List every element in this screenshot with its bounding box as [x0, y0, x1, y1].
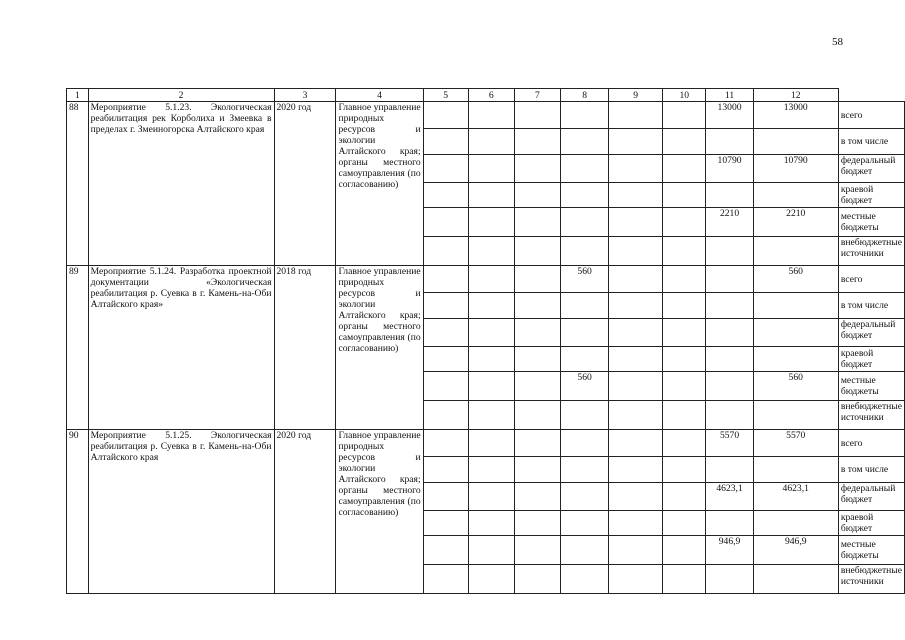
- value-cell: [514, 266, 560, 293]
- header-cell: 8: [560, 89, 608, 102]
- value-cell: [468, 483, 514, 511]
- value-cell: [663, 266, 706, 293]
- value-cell: [514, 401, 560, 430]
- table-row: [67, 102, 905, 129]
- value-cell: [753, 401, 838, 430]
- header-cell: 2: [88, 89, 274, 102]
- value-cell: [609, 129, 663, 155]
- funding-source: всего: [838, 266, 904, 293]
- value-cell: [468, 372, 514, 401]
- value-cell: [423, 208, 468, 237]
- value-cell: [663, 536, 706, 565]
- value-cell: [663, 237, 706, 266]
- value-cell: 560: [753, 372, 838, 401]
- header-cell: 10: [663, 89, 706, 102]
- value-cell: [514, 183, 560, 208]
- header-cell: 7: [514, 89, 560, 102]
- table-row: [67, 266, 905, 293]
- value-cell: [609, 430, 663, 457]
- value-cell: [423, 293, 468, 319]
- value-cell: [663, 183, 706, 208]
- value-cell: [468, 319, 514, 347]
- value-cell: [423, 430, 468, 457]
- header-cell: 1: [67, 89, 89, 102]
- value-cell: [753, 457, 838, 483]
- value-cell: [609, 102, 663, 129]
- value-cell: [468, 129, 514, 155]
- value-cell: [663, 483, 706, 511]
- value-cell: [560, 319, 608, 347]
- value-cell: [753, 183, 838, 208]
- value-cell: [514, 372, 560, 401]
- value-cell: [514, 102, 560, 129]
- funding-source: внебюджетные источники: [838, 565, 904, 594]
- value-cell: 13000: [753, 102, 838, 129]
- value-cell: [560, 347, 608, 372]
- value-cell: [609, 372, 663, 401]
- value-cell: [468, 511, 514, 536]
- responsible-org: Главное управление природных ресурсов и экологии Алтайского края; органы местного самоуправления (по согласованию): [336, 266, 423, 430]
- responsible-org: Главное управление природных ресурсов и экологии Алтайского края; органы местного самоуправления (по согласованию): [336, 102, 423, 266]
- value-cell: [663, 347, 706, 372]
- value-cell: [514, 293, 560, 319]
- value-cell: [663, 208, 706, 237]
- value-cell: [468, 266, 514, 293]
- row-number: 88: [67, 102, 89, 266]
- value-cell: 5570: [753, 430, 838, 457]
- value-cell: [560, 536, 608, 565]
- value-cell: [753, 347, 838, 372]
- value-cell: 946,9: [753, 536, 838, 565]
- value-cell: 2210: [753, 208, 838, 237]
- funding-source: краевой бюджет: [838, 183, 904, 208]
- value-cell: [609, 155, 663, 183]
- funding-source: в том числе: [838, 129, 904, 155]
- value-cell: [468, 208, 514, 237]
- value-cell: [663, 319, 706, 347]
- header-cell: 3: [274, 89, 336, 102]
- value-cell: [663, 102, 706, 129]
- value-cell: [514, 457, 560, 483]
- value-cell: [423, 401, 468, 430]
- value-cell: 560: [560, 266, 608, 293]
- activity-year: 2020 год: [274, 102, 336, 266]
- value-cell: [706, 293, 753, 319]
- value-cell: [423, 457, 468, 483]
- value-cell: [663, 430, 706, 457]
- funding-source: краевой бюджет: [838, 347, 904, 372]
- value-cell: [423, 319, 468, 347]
- value-cell: [560, 457, 608, 483]
- value-cell: 10790: [753, 155, 838, 183]
- value-cell: [468, 155, 514, 183]
- value-cell: [423, 565, 468, 594]
- header-cell: 11: [706, 89, 753, 102]
- value-cell: [706, 565, 753, 594]
- value-cell: [423, 536, 468, 565]
- value-cell: [514, 347, 560, 372]
- funding-source: федеральный бюджет: [838, 155, 904, 183]
- value-cell: [468, 293, 514, 319]
- value-cell: [560, 511, 608, 536]
- value-cell: [663, 372, 706, 401]
- value-cell: [560, 430, 608, 457]
- value-cell: 4623,1: [706, 483, 753, 511]
- value-cell: [560, 293, 608, 319]
- value-cell: 2210: [706, 208, 753, 237]
- table-header-row: [67, 89, 905, 102]
- value-cell: [560, 237, 608, 266]
- value-cell: [468, 430, 514, 457]
- value-cell: [560, 565, 608, 594]
- value-cell: [468, 102, 514, 129]
- value-cell: [706, 347, 753, 372]
- value-cell: [663, 293, 706, 319]
- value-cell: [663, 155, 706, 183]
- value-cell: 4623,1: [753, 483, 838, 511]
- value-cell: [706, 266, 753, 293]
- value-cell: [663, 565, 706, 594]
- header-cell: 12: [753, 89, 838, 102]
- row-number: 90: [67, 430, 89, 594]
- activity-year: 2018 год: [274, 266, 336, 430]
- value-cell: [753, 511, 838, 536]
- funding-source: в том числе: [838, 293, 904, 319]
- value-cell: [423, 155, 468, 183]
- value-cell: [609, 266, 663, 293]
- funding-source: всего: [838, 102, 904, 129]
- value-cell: [514, 129, 560, 155]
- header-cell: 5: [423, 89, 468, 102]
- value-cell: [468, 347, 514, 372]
- value-cell: [514, 319, 560, 347]
- value-cell: 5570: [706, 430, 753, 457]
- budget-table: [66, 88, 905, 594]
- value-cell: [423, 102, 468, 129]
- value-cell: [423, 483, 468, 511]
- value-cell: [609, 401, 663, 430]
- page-number: 58: [832, 36, 843, 48]
- value-cell: [609, 511, 663, 536]
- value-cell: [706, 457, 753, 483]
- value-cell: [753, 319, 838, 347]
- header-cell: 9: [609, 89, 663, 102]
- value-cell: [609, 208, 663, 237]
- value-cell: [706, 183, 753, 208]
- value-cell: 560: [753, 266, 838, 293]
- table-row: [67, 430, 905, 457]
- funding-source: всего: [838, 430, 904, 457]
- value-cell: [423, 372, 468, 401]
- activity-year: 2020 год: [274, 430, 336, 594]
- value-cell: [609, 483, 663, 511]
- value-cell: [423, 237, 468, 266]
- value-cell: [423, 347, 468, 372]
- value-cell: [609, 565, 663, 594]
- activity-name: Мероприятие 5.1.25. Экологическая реабилитация р. Суевка в г. Камень-на-Оби Алтайского края: [88, 430, 274, 594]
- funding-source: в том числе: [838, 457, 904, 483]
- value-cell: [514, 511, 560, 536]
- value-cell: [423, 511, 468, 536]
- value-cell: [560, 155, 608, 183]
- funding-source: внебюджетные источники: [838, 237, 904, 266]
- value-cell: [706, 237, 753, 266]
- value-cell: [514, 536, 560, 565]
- value-cell: [514, 483, 560, 511]
- value-cell: [560, 129, 608, 155]
- activity-name: Мероприятие 5.1.24. Разработка проектной документации «Экологическая реабилитация р. Суевка в г. Камень-на-Оби Алтайского края»: [88, 266, 274, 430]
- value-cell: [706, 129, 753, 155]
- value-cell: [609, 347, 663, 372]
- funding-source: федеральный бюджет: [838, 483, 904, 511]
- funding-source: внебюджетные источники: [838, 401, 904, 430]
- value-cell: [706, 401, 753, 430]
- funding-source: местные бюджеты: [838, 208, 904, 237]
- value-cell: [609, 293, 663, 319]
- value-cell: 946,9: [706, 536, 753, 565]
- funding-source: местные бюджеты: [838, 372, 904, 401]
- funding-source: краевой бюджет: [838, 511, 904, 536]
- value-cell: [663, 401, 706, 430]
- value-cell: [753, 237, 838, 266]
- value-cell: 13000: [706, 102, 753, 129]
- row-number: 89: [67, 266, 89, 430]
- funding-source: федеральный бюджет: [838, 319, 904, 347]
- value-cell: [753, 129, 838, 155]
- value-cell: [706, 319, 753, 347]
- value-cell: [514, 565, 560, 594]
- value-cell: 560: [560, 372, 608, 401]
- value-cell: 10790: [706, 155, 753, 183]
- value-cell: [609, 319, 663, 347]
- value-cell: [609, 237, 663, 266]
- value-cell: [560, 208, 608, 237]
- value-cell: [560, 401, 608, 430]
- funding-source: местные бюджеты: [838, 536, 904, 565]
- value-cell: [753, 293, 838, 319]
- value-cell: [514, 430, 560, 457]
- value-cell: [609, 183, 663, 208]
- value-cell: [423, 129, 468, 155]
- activity-name: Мероприятие 5.1.23. Экологическая реабилитация рек Корболиха и Змеевка в пределах г. Змеиногорска Алтайского края: [88, 102, 274, 266]
- value-cell: [514, 208, 560, 237]
- value-cell: [609, 536, 663, 565]
- value-cell: [609, 457, 663, 483]
- value-cell: [706, 372, 753, 401]
- value-cell: [468, 237, 514, 266]
- value-cell: [423, 266, 468, 293]
- value-cell: [560, 483, 608, 511]
- value-cell: [468, 565, 514, 594]
- value-cell: [663, 457, 706, 483]
- header-cell: 6: [468, 89, 514, 102]
- value-cell: [706, 511, 753, 536]
- value-cell: [468, 457, 514, 483]
- value-cell: [468, 401, 514, 430]
- value-cell: [560, 102, 608, 129]
- value-cell: [514, 155, 560, 183]
- value-cell: [468, 536, 514, 565]
- value-cell: [753, 565, 838, 594]
- value-cell: [468, 183, 514, 208]
- value-cell: [663, 129, 706, 155]
- value-cell: [560, 183, 608, 208]
- value-cell: [514, 237, 560, 266]
- value-cell: [423, 183, 468, 208]
- value-cell: [663, 511, 706, 536]
- header-cell: 4: [336, 89, 423, 102]
- responsible-org: Главное управление природных ресурсов и экологии Алтайского края; органы местного самоуправления (по согласованию): [336, 430, 423, 594]
